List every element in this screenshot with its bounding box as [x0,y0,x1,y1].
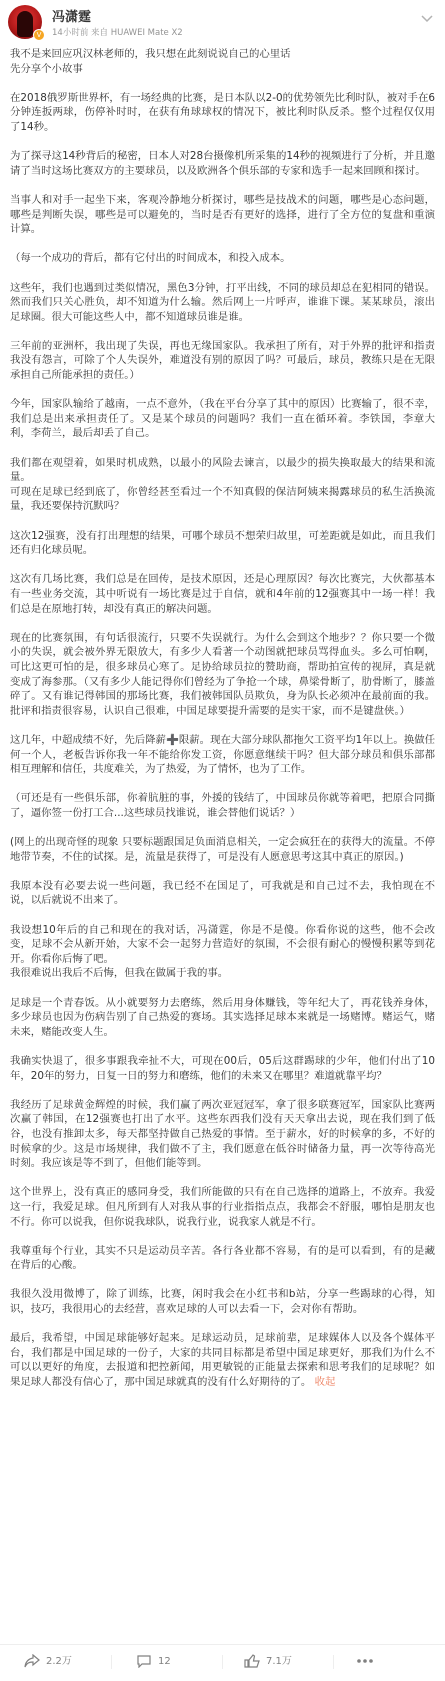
divider [222,1655,223,1669]
share-icon [24,1654,40,1668]
post-paragraph: 这几年，中超成绩不好，先后降薪➕限薪。现在大部分球队都拖欠工资平均1年以上。换做任何一个人，老板告诉你我一年不能给你发工资，你愿意继续干吗？但大部分球员和俱乐部都相互理解和信任，共度难关，为了热爱，为了情怀，也为了工作。 [10,733,435,776]
post-paragraph: 现在的比赛氛围，有句话很流行，只要不失误就行。为什么会到这个地步？？你只要一个微小的失误，就会被外界无限放大，有多少人看著一个动图就把球员骂得血头。多么可怕啊，可比这更可怕的是，很多球员心寒了。足协给球员拉的赞助商，帮助拍宣传的视屏，真是就变成了海参那。（又有多少人能记得你们曾经为了争抢一个球，鼻梁骨断了，肋骨断了，膝盖碎了。又有谁记得韩国的那场比赛，我们被韩国队员欺负，身为队长必须冲在最前面的我。批评和指责很容易，认识自己很难，中国足球要提升需要的是实干家，而不是键盘侠。） [10,631,435,717]
avatar-figure [17,11,33,37]
post-paragraph: 足球是一个青春饭。从小就要努力去磨练，然后用身体赚钱，等年纪大了，再花钱养身体，多少球员也因为伤病告别了自己热爱的赛场。其实选择足球本来就是一场赌博。赌运气，赌未来，赌能改变人生。 [10,996,435,1038]
more-icon [356,1658,374,1664]
collapse-link[interactable]: 收起 [311,1376,336,1389]
post-meta: 14小时前 来自 HUAWEI Mate X2 [52,28,183,38]
post-paragraph: 我设想10年后的自己和现在的我对话，冯潇霆，你是不是傻。你看你说的这些，他不会改变，足球不会从新开始，大家不会一起努力营造好的氛围，不会很有耐心的慢慢积累等到花开。你看你后悔了吧。 我很难说出我后不后悔，但我在做属于我的事。 [10,923,435,980]
action-bar [0,1644,445,1681]
post-body [10,47,435,1642]
post-paragraph: 最后，我希望，中国足球能够好起来。足球运动员，足球前辈，足球媒体人以及各个媒体平台，我们都是中国足球的一份子，大家的共同目标都是希望中国足球更好，那我们为什么不可以以更好的角度，去报道和把控新闻，用更敏锐的正能量去探索和思考我们的足球呢？如果足球人都没有信心了，那中国足球就真的没有什么好期待的了。 收起 [10,1332,435,1389]
post-paragraph: 在2018俄罗斯世界杯，有一场经典的比赛，是日本队以2-0的优势领先比利时队，被对手在6分钟连扳两球，伤停补时时，在获有角球球权的情况下，被比利时队反杀。整个过程仅仅用了14秒。 [10,91,435,133]
author-name[interactable]: 冯潇霆 [52,10,92,25]
post-paragraph: （可还是有一些俱乐部，你着肮脏的事，外援的钱结了，中国球员你就等着吧，把原合同撕了，逼你签一份打工合...这些球员找谁说，谁会替他们说话？） [10,792,435,819]
share-count: 2.2万 [46,1656,72,1667]
post-paragraph: 今年，国家队输给了越南，一点不意外，（我在平台分享了其中的原因）比赛输了，很不幸，我们总是出来承担责任了。又是某个球员的问题吗？我们一直在循环着。李铁国，李章大利，李荷兰，最后却丢了自己。 [10,398,435,440]
post-paragraph: 三年前的亚洲杯，我出现了失误，再也无缘国家队。我承担了所有，对于外界的批评和指责我没有怨言，可除了个人失误外，难道没有别的原因了吗？可最后，球员，教练只是在无限承担自己所能承担的责任。） [10,339,435,382]
post-paragraph: 这次有几场比赛，我们总是在回传，是技术原因，还是心理原因？每次比赛完，大伙都基本有一些业务交流，其中听说有一场比赛是过于自信，就和4年前的12强赛其中一场一样！我们总是在原地打转，却没有真正的解决问题。 [10,573,435,615]
divider [333,1655,334,1669]
comment-count: 12 [158,1656,171,1667]
like-count: 7.1万 [266,1656,292,1667]
post-paragraph: 这次12强赛，没有打出理想的结果，可哪个球员不想荣归故里，可差距就是如此，而且我们还有归化球员呢。 [10,529,435,557]
post-paragraph: 这些年，我们也遇到过类似情况，黑色3分钟，打平出线，不同的球员却总在犯相同的错误。然而我们只关心胜负，却不知道为什么输。然后网上一片呼声，谁谁下课。某某球员，滚出足球圈。很大可能这些人中，都不知道球员谁是谁。 [10,281,435,323]
post-paragraph: 我不是来回应巩汉林老师的，我只想在此刻说说自己的心里话 [10,48,291,60]
comment-button[interactable] [136,1653,171,1671]
post-paragraph: 我尊重每个行业，其实不只是运动员辛苦。各行各业都不容易，有的是可以看到，有的是藏在背后的心酸。 [10,1244,435,1272]
post-paragraph: 我确实快退了，很多事跟我牵扯不大，可现在00后，05后这群踢球的少年，他们付出了10年，20年的努力，日复一日的努力和磨练，他们的未来又在哪里？难道就靠平均？ [10,1054,435,1082]
post-paragraph: 我们都在观望着，如果时机成熟，以最小的风险去谏言，以最少的损失换取最大的结果和流量。 可现在足球已经到底了，你曾经甚至看过一个不知真假的保洁阿姨来揭露球员的私生活换流量，我还要保持沉默吗？ [10,456,435,513]
divider [111,1655,112,1669]
share-button[interactable] [24,1653,72,1671]
post-paragraph: 当事人和对手一起坐下来，客观冷静地分析探讨，哪些是技战术的问题，哪些是心态问题，哪些是判断失误，哪些是可以避免的，当时是否有更好的选择，进行了全方位的复盘和重演计算。 [10,193,435,236]
like-button[interactable] [244,1653,292,1671]
post-paragraph: (网上的出现奇怪的现象 只要标题跟国足负面消息相关，一定会疯狂在的获得大的流量。不停地带节奏，不住的试探。是，流量是获得了，可是没有人愿意思考这其中真正的原因。) [10,836,435,863]
like-icon [244,1654,260,1668]
post-paragraph: 这个世界上，没有真正的感同身受，我们所能做的只有在自己选择的道路上，不放弃。我爱这一行，我爱足球。但凡所到有人对我从事的行业指指点点，我都会不舒服，哪怕是朋友也不行。你可以说我，但你说我球队，说我行业，说我家人就是不行。 [10,1186,435,1228]
post-paragraph: 为了探寻这14秒背后的秘密，日本人对28台摄像机所采集的14秒的视频进行了分析，并且邀请了当时这场比赛双方的主要球员，以及欧洲各个俱乐部的专家和选手一起来回顾和探讨。 [10,150,435,177]
more-button[interactable] [356,1653,380,1671]
post-paragraph: 我原本没有必要去说一些问题，我已经不在国足了，可我就是和自己过不去，我怕现在不说，以后就说不出来了。 [10,879,435,907]
verified-badge-icon: V [33,29,45,41]
post-paragraph: 我很久没用微博了，除了训练，比赛，闲时我会在小红书和b站，分享一些踢球的心得，知识，技巧，我很用心的去经营，喜欢足球的人可以去看一下，会对你有帮助。 [10,1288,435,1316]
more-options-icon[interactable] [419,8,435,20]
post-paragraph: 先分享个小故事 [10,62,83,75]
post-paragraph: （每一个成功的背后，都有它付出的时间成本，和投入成本。 [10,252,291,265]
post-paragraph: 我经历了足球黄金辉煌的时候，我们赢了两次亚冠冠军，拿了很多联赛冠军，国家队比赛两次赢了韩国，在12强赛也打出了水平。这些东西我们没有天天拿出去说，现在我们到了低谷，也没有推卸太多，每天都坚持做自己热爱的事情。至于薪水，好的时候拿的多，不好的时候拿的少。这是市场规律，我们做不了主，我们愿意在低谷时储备力量，再一次等待高光时刻。我应该是等不到了，但他们能等到。 [10,1098,435,1170]
post-header [0,0,445,44]
comment-icon [136,1654,152,1668]
